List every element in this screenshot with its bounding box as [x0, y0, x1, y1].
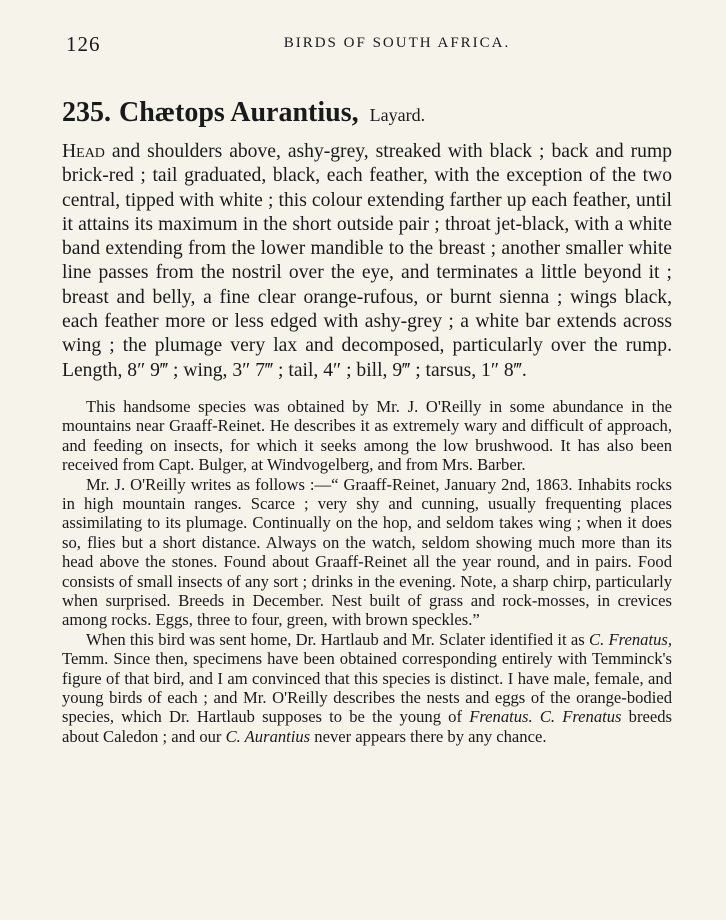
italic-species-name: Frenatus.	[469, 707, 533, 727]
text-segment: never appears there by any chance.	[310, 726, 547, 746]
paragraph-oreilly-letter: Mr. J. O'Reilly writes as follows :—“ Graaff-Reinet, January 2nd, 1863. Inhabits rocks in high mountain ranges. Scarce ; very shy and cunning, usually frequenting places assimilating to its plumage. Continually on the hop, and seldom takes wing ; when it does so, flies but a short distance. Always on the watch, seldom showing much more than its head above the stones. Found about Graaff-Reinet all the year round, and in pairs. Food consists of small insects of any sort ; drinks in the evening. Note, a sharp chirp, particularly when surprised. Breeds in December. Nest built of grass and rock-mosses, in crevices among rocks. Eggs, three to four, green, with brown speckles.”	[62, 474, 672, 630]
paragraph-collection-notes: This handsome species was obtained by Mr. J. O'Reilly in some abundance in the mountains near Graaff-Reinet. He describes it as extremely wary and difficult of approach, and feeding on insects, for which it seeks among the low brushwood. It has also been received from Capt. Bulger, at Windvogelberg, and from Mrs. Barber.	[62, 396, 672, 475]
species-number: 235.	[62, 97, 111, 128]
running-title: BIRDS OF SOUTH AFRICA.	[283, 35, 511, 51]
text-segment	[533, 707, 540, 726]
page-number: 126	[66, 32, 101, 56]
italic-species-name: C. Frenatus	[539, 707, 622, 727]
species-heading	[62, 96, 672, 132]
paragraph-identification	[62, 630, 672, 746]
species-description	[62, 140, 672, 383]
text-segment: Temm. Since then, specimens have been obtained corresponding entirely with Temminck's figure of that bird, and I am convinced that this species is distinct. I have male, female, and young birds of each ; and Mr. O'Reilly describes the nests and eggs of the orange-bodied species, which Dr. Hartlaub supposes to be the young of	[62, 649, 672, 727]
italic-species-name: C. Frenatus,	[589, 629, 672, 649]
species-authority: Layard.	[369, 105, 426, 125]
running-head	[62, 30, 672, 56]
text-segment: breeds about Caledon ; and our	[62, 707, 672, 746]
italic-species-name: C. Aurantius	[225, 726, 311, 746]
text-segment: When this bird was sent home, Dr. Hartlaub and Mr. Sclater identified it as	[86, 629, 590, 649]
description-text: and shoulders above, ashy-grey, streaked with black ; back and rump brick-red ; tail graduated, black, each feather, with the exception of the two central, tipped with white ; this colour extending farther up each feather, until it attains its maximum in the short outside pair ; throat jet-black, with a white band extending from the lower mandible to the breast ; another smaller white line passes from the nostril over the eye, and terminates a little beyond it ; breast and belly, a fine clear orange-rufous, or burnt sienna ; wings black, each feather more or less edged with ashy-grey ; a white bar extends across wing ; the plumage very lax and decomposed, particularly over the rump. Length, 8″ 9‴ ; wing, 3″ 7‴ ; tail, 4″ ; bill, 9‴ ; tarsus, 1″ 8‴.	[62, 141, 672, 381]
species-name: Chætops Aurantius,	[119, 97, 359, 128]
description-lead-word: Head	[62, 141, 105, 162]
